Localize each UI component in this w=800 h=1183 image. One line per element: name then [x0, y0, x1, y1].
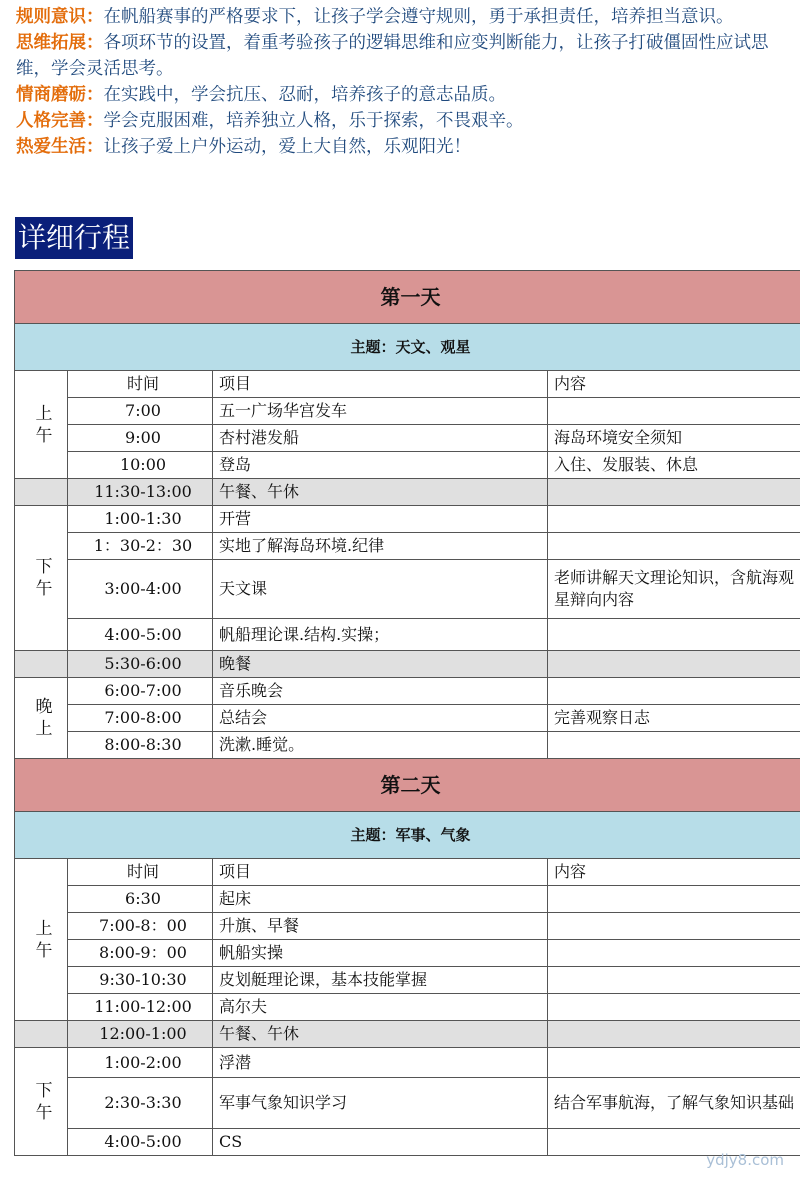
content-cell: 入住、发服装、休息: [548, 452, 800, 479]
content-cell: [548, 479, 800, 506]
content-cell: [548, 967, 800, 994]
table-row: [15, 560, 800, 619]
period-blank: [15, 479, 68, 506]
intro-item: [16, 4, 796, 30]
content-cell: [548, 1048, 800, 1078]
period-morning: [15, 371, 68, 479]
intro-text: 让孩子爱上户外运动，爱上大自然，乐观阳光！: [103, 137, 471, 157]
table-row: [15, 425, 800, 452]
content-cell: [548, 678, 800, 705]
section-title: 详细行程: [15, 217, 133, 259]
item-cell: 音乐晚会: [213, 678, 548, 705]
item-cell: 浮潜: [213, 1048, 548, 1078]
intro-key: 情商磨砺：: [16, 85, 104, 105]
table-row: [15, 452, 800, 479]
period-blank: [15, 651, 68, 678]
table-row: [15, 398, 800, 425]
table-row: [15, 705, 800, 732]
period-morning: [15, 859, 68, 1021]
schedule: [14, 270, 800, 1156]
time-cell: 9:30-10:30: [68, 967, 213, 994]
watermark: ydjy8.com: [706, 1151, 784, 1169]
item-cell: 高尔夫: [213, 994, 548, 1021]
time-cell: 4:00-5:00: [68, 619, 213, 651]
time-cell: 12:00-1:00: [68, 1021, 213, 1048]
time-cell: 6:30: [68, 886, 213, 913]
header-time: 时间: [68, 371, 213, 398]
item-cell: 午餐、午休: [213, 1021, 548, 1048]
content-cell: 老师讲解天文理论知识，含航海观星辩向内容: [548, 560, 800, 619]
header-content: 内容: [548, 371, 800, 398]
time-cell: 8:00-9：00: [68, 940, 213, 967]
content-cell: 海岛环境安全须知: [548, 425, 800, 452]
intro-key: 热爱生活：: [16, 137, 104, 157]
day-title: 第一天: [15, 271, 800, 324]
time-cell: 3:00-4:00: [68, 560, 213, 619]
intro-text: 各项环节的设置，着重考验孩子的逻辑思维和应变判断能力，让孩子打破僵固性应试思维，学会灵活思考。: [16, 33, 769, 79]
intro-item: [16, 134, 796, 160]
item-cell: CS: [213, 1129, 548, 1156]
time-cell: 1：30-2：30: [68, 533, 213, 560]
item-cell: 洗漱.睡觉。: [213, 732, 548, 759]
item-cell: 五一广场华宫发车: [213, 398, 548, 425]
item-cell: 登岛: [213, 452, 548, 479]
intro-key: 人格完善：: [16, 111, 104, 131]
content-cell: [548, 651, 800, 678]
intro-item: [16, 30, 796, 82]
time-cell: 4:00-5:00: [68, 1129, 213, 1156]
item-cell: 晚餐: [213, 651, 548, 678]
time-cell: 8:00-8:30: [68, 732, 213, 759]
time-cell: 1:00-2:00: [68, 1048, 213, 1078]
item-cell: 皮划艇理论课，基本技能掌握: [213, 967, 548, 994]
time-cell: 6:00-7:00: [68, 678, 213, 705]
intro-item: [16, 108, 796, 134]
time-cell: 5:30-6:00: [68, 651, 213, 678]
content-cell: [548, 506, 800, 533]
time-cell: 1:00-1:30: [68, 506, 213, 533]
table-row-lunch: [15, 1021, 800, 1048]
item-cell: 开营: [213, 506, 548, 533]
table-row: [15, 859, 800, 886]
day2-table: [14, 758, 800, 1156]
header-time: 时间: [68, 859, 213, 886]
period-label: 晚上: [35, 697, 53, 739]
table-row: [15, 678, 800, 705]
table-row: [15, 1048, 800, 1078]
item-cell: 起床: [213, 886, 548, 913]
day1-table: [14, 270, 800, 759]
content-cell: [548, 1021, 800, 1048]
item-cell: 天文课: [213, 560, 548, 619]
content-cell: [548, 533, 800, 560]
table-row: [15, 886, 800, 913]
period-label: 上午: [35, 403, 53, 446]
content-cell: [548, 619, 800, 651]
item-cell: 帆船理论课.结构.实操；: [213, 619, 548, 651]
intro-text: 在帆船赛事的严格要求下，让孩子学会遵守规则，勇于承担责任，培养担当意识。: [103, 7, 734, 27]
table-row: [15, 732, 800, 759]
intro-key: 规则意识：: [16, 7, 104, 27]
content-cell: [548, 913, 800, 940]
time-cell: 7:00-8:00: [68, 705, 213, 732]
table-row-lunch: [15, 479, 800, 506]
item-cell: 杏村港发船: [213, 425, 548, 452]
item-cell: 军事气象知识学习: [213, 1078, 548, 1129]
time-cell: 9:00: [68, 425, 213, 452]
table-row: [15, 619, 800, 651]
time-cell: 11:00-12:00: [68, 994, 213, 1021]
item-cell: 总结会: [213, 705, 548, 732]
period-blank: [15, 1021, 68, 1048]
content-cell: [548, 940, 800, 967]
time-cell: 11:30-13:00: [68, 479, 213, 506]
day-theme: 主题：天文、观星: [15, 324, 800, 371]
period-afternoon: [15, 1048, 68, 1156]
period-label: 下午: [35, 557, 53, 599]
header-item: 项目: [213, 859, 548, 886]
day-title: 第二天: [15, 759, 800, 812]
item-cell: 升旗、早餐: [213, 913, 548, 940]
item-cell: 帆船实操: [213, 940, 548, 967]
table-row: [15, 967, 800, 994]
day-theme: 主题：军事、气象: [15, 812, 800, 859]
period-label: 上午: [35, 918, 53, 961]
content-cell: [548, 398, 800, 425]
intro-text: 学会克服困难，培养独立人格，乐于探索，不畏艰辛。: [103, 111, 524, 131]
intro-text: 在实践中，学会抗压、忍耐，培养孩子的意志品质。: [103, 85, 506, 105]
table-row: [15, 533, 800, 560]
time-cell: 7:00: [68, 398, 213, 425]
table-row: [15, 994, 800, 1021]
table-row-dinner: [15, 651, 800, 678]
table-row: [15, 940, 800, 967]
item-cell: 实地了解海岛环境.纪律: [213, 533, 548, 560]
header-content: 内容: [548, 859, 800, 886]
period-afternoon: [15, 506, 68, 651]
intro-item: [16, 82, 796, 108]
intro-key: 思维拓展：: [16, 33, 104, 53]
table-row: [15, 913, 800, 940]
time-cell: 10:00: [68, 452, 213, 479]
content-cell: 完善观察日志: [548, 705, 800, 732]
time-cell: 2:30-3:30: [68, 1078, 213, 1129]
content-cell: [548, 732, 800, 759]
period-evening: [15, 678, 68, 759]
table-row: [15, 1129, 800, 1156]
header-item: 项目: [213, 371, 548, 398]
content-cell: [548, 994, 800, 1021]
content-cell: 结合军事航海，了解气象知识基础: [548, 1078, 800, 1129]
time-cell: 7:00-8：00: [68, 913, 213, 940]
intro-section: [16, 4, 796, 160]
table-row: [15, 506, 800, 533]
item-cell: 午餐、午休: [213, 479, 548, 506]
table-row: [15, 371, 800, 398]
content-cell: [548, 886, 800, 913]
table-row: [15, 1078, 800, 1129]
period-label: 下午: [35, 1080, 53, 1123]
